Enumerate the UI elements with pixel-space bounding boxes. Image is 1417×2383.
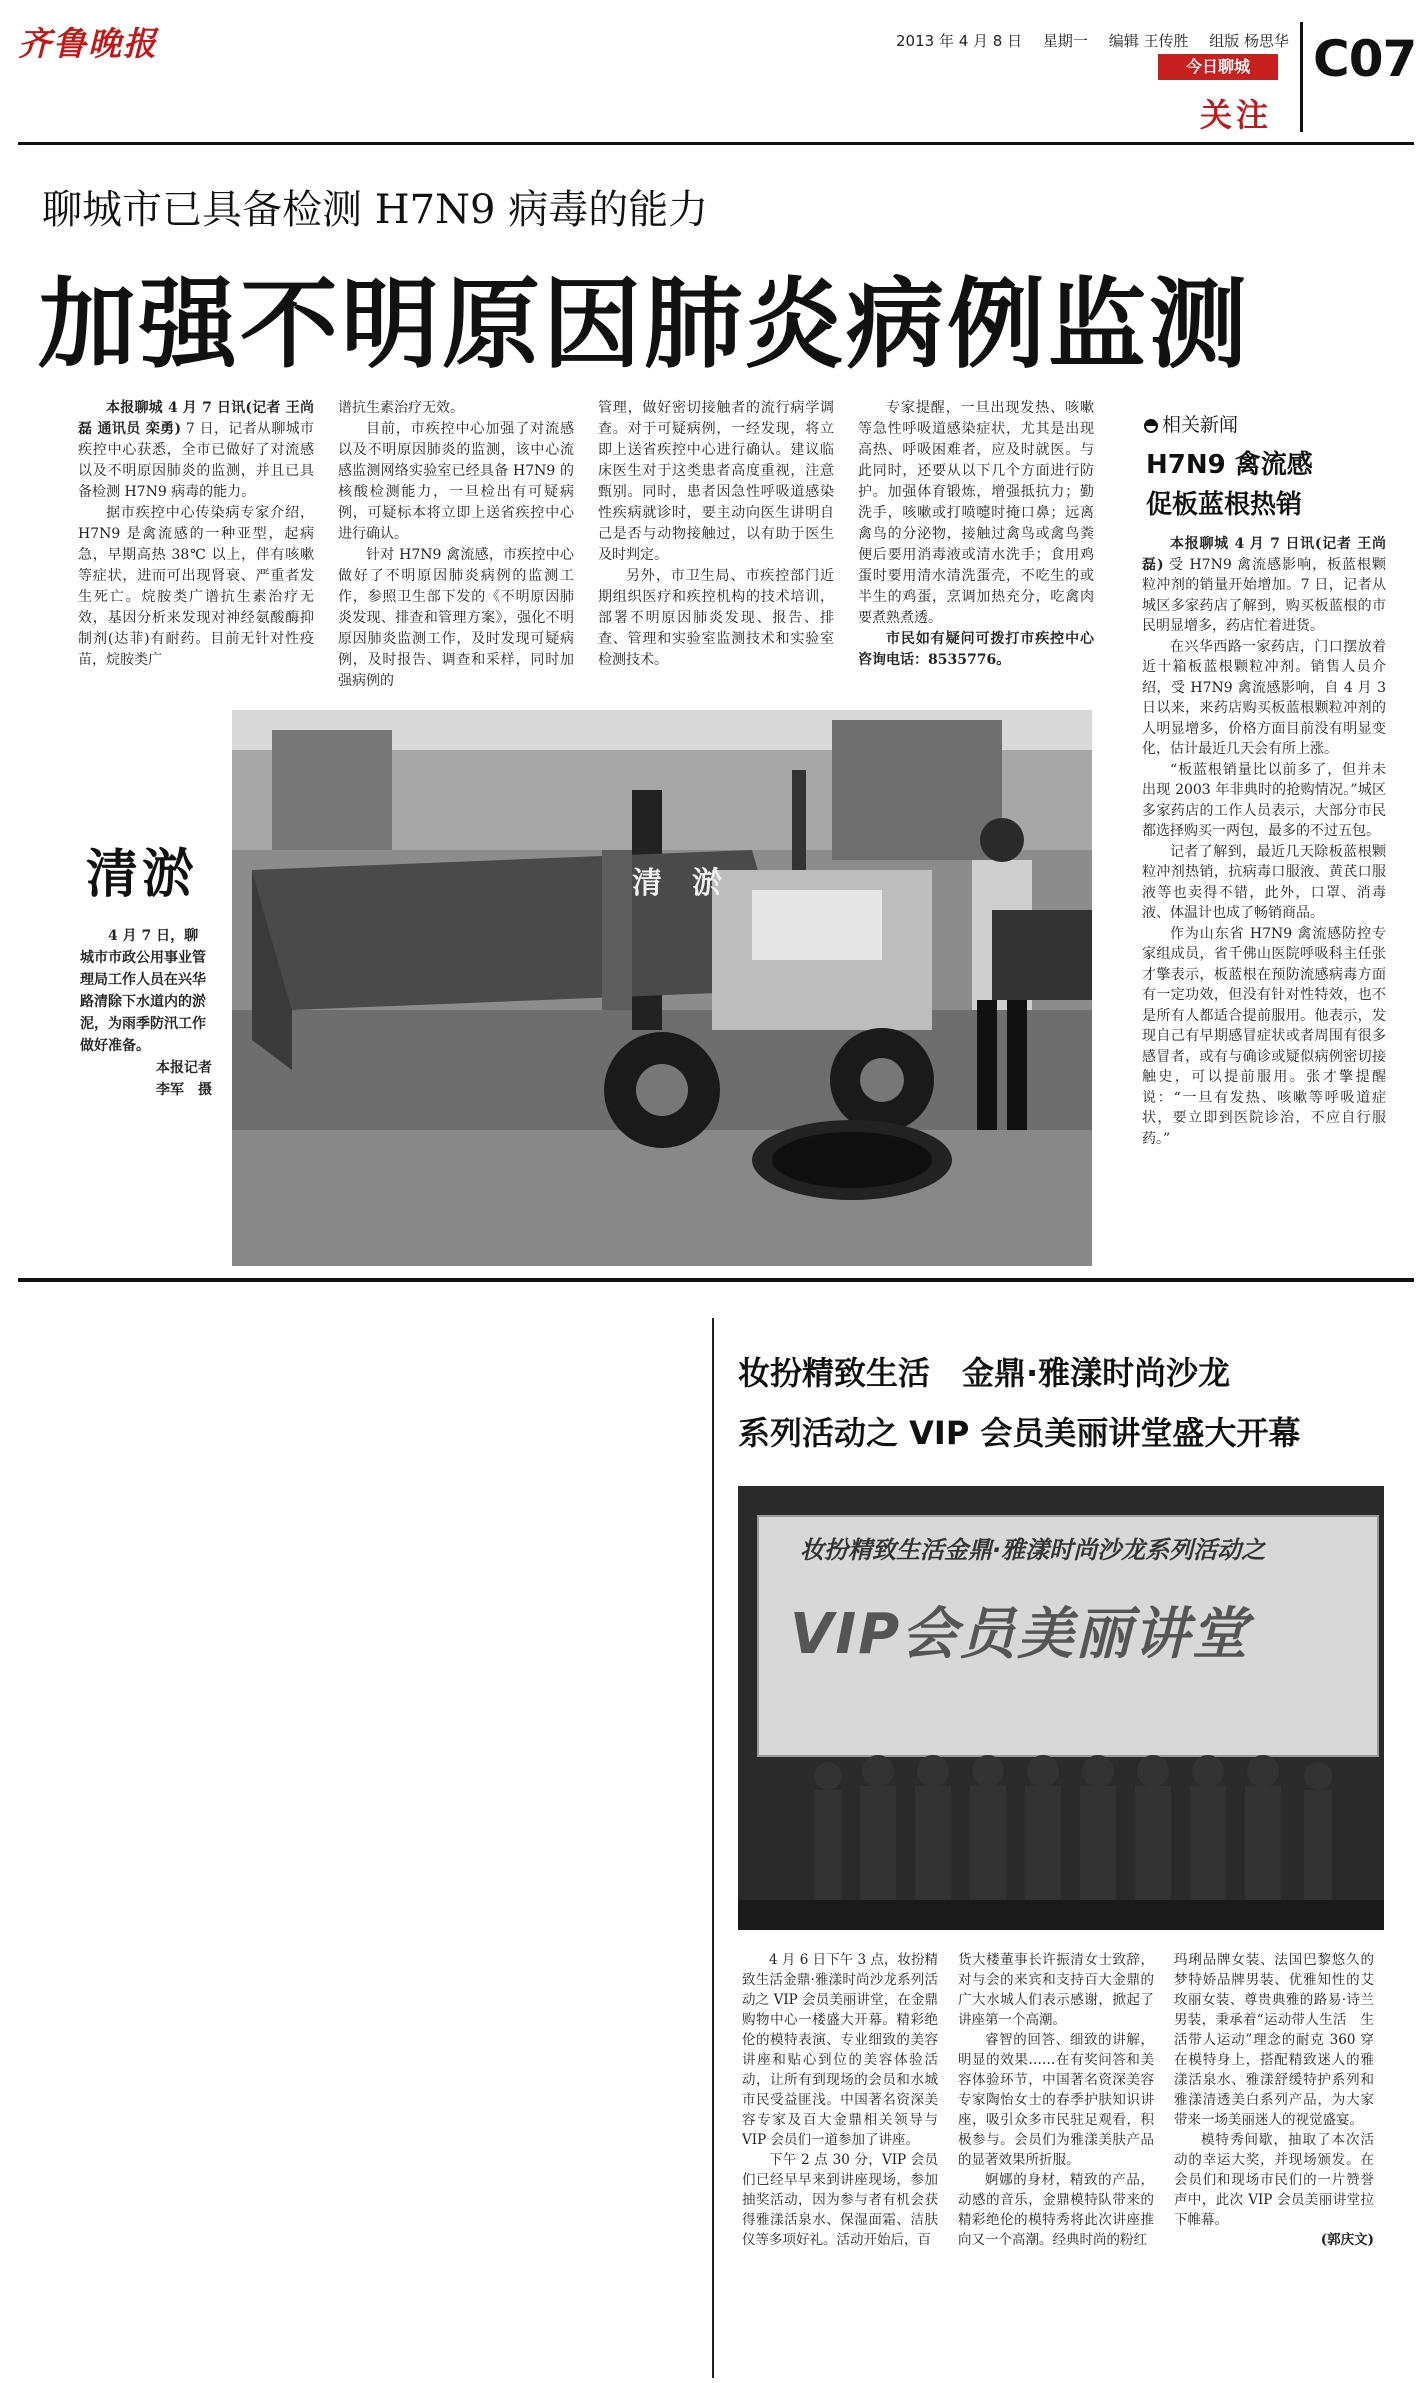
section-title: 关注: [1200, 96, 1273, 134]
story-hotline: 市民如有疑问可拨打市疾控中心咨询电话：8535776。: [858, 631, 1094, 668]
photo-title: 清淤: [86, 845, 199, 905]
story-paragraph: 谱抗生素治疗无效。: [338, 400, 464, 416]
truck-painted-text: 清淤: [632, 866, 752, 901]
sidebar-title-line-1: H7N9 禽流感: [1146, 450, 1313, 480]
issue-info: [896, 30, 1305, 51]
bullet-icon: [1144, 419, 1158, 433]
sidebar-lead: 本报聊城 4 月 7 日讯(记者 王尚磊): [1142, 536, 1386, 573]
story-paragraph: 针对 H7N9 禽流感，市疾控中心做好了不明原因肺炎病例的监测工作，参照卫生部下发的《不明原因肺炎发现、排查和管理方案》，强化不明原因肺炎监测工作，及时发现可疑病例，及时报告、调查和采样，同时加强病例的: [338, 547, 574, 689]
ad-paragraph: 4 月 6 日下午 3 点，妆扮精致生活金鼎·雅漾时尚沙龙系列活动之 VIP 会员美丽讲堂，在金鼎购物中心一楼盛大开幕。精彩绝伦的模特表演、专业细致的美容讲座和贴心到位的美容体验活动，让所有到现场的会员和水城市民受益匪浅。中国著名资深美容专家及百大金鼎相关领导与 VIP 会员们一道参加了讲座。: [742, 1952, 938, 2148]
sidebar-paragraph: 在兴华西路一家药店，门口摆放着近十箱板蓝根颗粒冲剂。销售人员介绍，受 H7N9 禽流感影响，自 4 月 3 日以来，来药店购买板蓝根颗粒冲剂的人明显增多，价格方面目前没有明显变化，估计最近几天会有所上涨。: [1142, 638, 1386, 757]
ad-signature: (郭庆文): [1320, 2232, 1374, 2248]
ad-title-line-2: 系列活动之 VIP 会员美丽讲堂盛大开幕: [738, 1414, 1301, 1452]
caption-text: 4 月 7 日，聊城市市政公用事业管理局工作人员在兴华路清除下水道内的淤泥，为雨季防汛工作做好准备。: [80, 928, 206, 1054]
ad-paragraph: 睿智的回答、细致的讲解，明显的效果……在有奖问答和美容体验环节，中国著名资深美容专家陶怡女士的春季护肤知识讲座，吸引众多市民驻足观看，积极参与。会员们为雅漾美肤产品的显著效果所折服。: [958, 2032, 1154, 2168]
issue-weekday: 星期一: [1042, 32, 1088, 50]
ad-column-3: [1174, 1950, 1374, 2250]
section-badge: 今日聊城: [1158, 54, 1278, 80]
story-paragraph: 目前，市疾控中心加强了对流感以及不明原因肺炎的监测，该中心流感监测网络实验室已经具备 H7N9 的核酸检测能力，一旦检出有可疑病例，可疑标本将立即上送省疾控中心进行确认。: [338, 421, 574, 542]
related-news-label: 相关新闻: [1162, 414, 1239, 436]
story-lead: 本报聊城 4 月 7 日讯(记者 王尚磊 通讯员 栾勇): [78, 400, 314, 437]
story-paragraph: 7 日，记者从聊城市疾控中心获悉，全市已做好了对流感以及不明原因肺炎的监测，并且已具备检测 H7N9 病毒的能力。: [78, 421, 314, 500]
sidebar-paragraph: 记者了解到，最近几天除板蓝根颗粒冲剂热销，抗病毒口服液、黄芪口服液等也卖得不错，此外，口罩、消毒液、体温计也成了畅销商品。: [1142, 843, 1386, 921]
banner-text: 妆扮精致生活金鼎·雅漾时尚沙龙系列活动之: [800, 1536, 1266, 1564]
photo-caption: [80, 925, 212, 1101]
ad-paragraph: 货大楼董事长许振清女士致辞，对与会的来宾和支持百大金鼎的广大水城人们表示感谢，掀起了讲座第一个高潮。: [958, 1952, 1154, 2028]
ad-column-2: [958, 1950, 1154, 2250]
story-paragraph: 管理，做好密切接触者的流行病学调查。对于可疑病例，一经发现，将立即上送省疾控中心进行确认。建议临床医生对于这类患者高度重视，注意甄别。同时，患者因急性呼吸道感染性疾病就诊时，要主动向医生讲明自己是否与动物接触过，以有助于医生及时判定。: [598, 400, 834, 563]
dredging-truck-photo: [232, 710, 1092, 1266]
caption-credit: 本报记者: [156, 1060, 212, 1076]
ad-paragraph: 玛琍品牌女装、法国巴黎悠久的梦特娇品牌男装、优雅知性的艾玫丽女装、尊贵典雅的路易·诗兰男装，秉承着“运动带人生活 生活带人运动”理念的耐克 360 穿在模特身上，搭配精致迷人的雅漾活泉水、雅漾舒缓特护系列和雅漾清透美白系列产品，为大家带来一场美丽迷人的视觉盛宴。: [1174, 1952, 1374, 2128]
related-news-tag: [1144, 410, 1238, 437]
newspaper-logo: 齐鲁晚报: [18, 24, 158, 63]
masthead-divider: [1300, 22, 1303, 132]
sidebar-paragraph: 受 H7N9 禽流感影响，板蓝根颗粒冲剂的销量开始增加。7 日，记者从城区多家药店了解到，购买板蓝根的市民明显增多，药店忙着进货。: [1142, 556, 1386, 634]
ad-title-line-1: 妆扮精致生活 金鼎·雅漾时尚沙龙: [738, 1354, 1231, 1392]
ad-column-1: [742, 1950, 938, 2250]
story-headline: 加强不明原因肺炎病例监测: [38, 268, 1251, 382]
page-number: C07: [1313, 30, 1417, 88]
ad-paragraph: 模特秀间歇，抽取了本次活动的幸运大奖，并现场颁发。在会员们和现场市民们的一片赞誉声中，此次 VIP 会员美丽讲堂拉下帷幕。: [1174, 2132, 1374, 2228]
ad-paragraph: 婀娜的身材，精致的产品，动感的音乐，金鼎模特队带来的精彩绝伦的模特秀将此次讲座推向又一个高潮。经典时尚的粉红: [958, 2172, 1154, 2248]
caption-photographer: 李军 摄: [156, 1082, 212, 1098]
story-subhead: 聊城市已具备检测 H7N9 病毒的能力: [42, 187, 709, 233]
editor-credit: 编辑 王传胜: [1108, 32, 1189, 50]
story-column-3: [598, 398, 834, 671]
sidebar-paragraph: 作为山东省 H7N9 禽流感防控专家组成员，省千佛山医院呼吸科主任张才擎表示，板蓝根在预防流感病毒方面有一定功效，但没有针对性特效，也不是所有人都适合提前服用。他表示，发现自己有早期感冒症状或者周围有很多感冒者，或有与确诊或疑似病例密切接触史，可以提前服用。张才擎提醒说：“一旦有发热、咳嗽等呼吸道症状，要立即到医院诊治，不应自行服药。”: [1142, 925, 1386, 1147]
layout-credit: 组版 杨思华: [1209, 32, 1290, 50]
ad-paragraph: 下午 2 点 30 分，VIP 会员们已经早早来到讲座现场，参加抽奖活动，因为参与者有机会获得雅漾活泉水、保湿面霜、洁肤仪等多项好礼。活动开始后，百: [742, 2152, 938, 2248]
issue-date: 2013 年 4 月 8 日: [896, 32, 1023, 50]
sidebar-title-line-2: 促板蓝根热销: [1146, 490, 1303, 520]
ad-divider: [712, 1318, 714, 2378]
sidebar-body: [1142, 534, 1386, 1149]
story-paragraph: 另外，市卫生局、市疾控部门近期组织医疗和疾控机构的技术培训，部署不明原因肺炎发现、报告、排查、管理和实验室监测技术和实验室检测技术。: [598, 568, 834, 668]
banner-big-text: VIP会员美丽讲堂: [790, 1602, 1250, 1667]
story-column-2: [338, 398, 574, 692]
sidebar-paragraph: “板蓝根销量比以前多了，但并未出现 2003 年非典时的抢购情况。”城区多家药店的工作人员表示，大部分市民都选择购买一两包，最多的不过五包。: [1142, 761, 1386, 839]
story-column-4: [858, 398, 1094, 671]
story-paragraph: 专家提醒，一旦出现发热、咳嗽等急性呼吸道感染症状，尤其是出现高热、呼吸困难者，应及时就医。与此同时，还要从以下几个方面进行防护。加强体育锻炼，增强抵抗力；勤洗手，咳嗽或打喷嚏时掩口鼻；远离禽鸟的分泌物，接触过禽鸟或禽鸟粪便后要用消毒液或清水洗手；食用鸡蛋时要用清水清洗蛋壳，不吃生的或半生的鸡蛋，烹调加热充分，吃禽肉要煮熟煮透。: [858, 400, 1094, 626]
story-paragraph: 据市疾控中心传染病专家介绍，H7N9 是禽流感的一种亚型，起病急，早期高热 38℃ 以上，伴有咳嗽等症状，进而可出现肾衰、严重者发生死亡。烷胺类广谱抗生素治疗无效，基因分析来发现对神经氨酸酶抑制剂(达菲)有耐药。目前无针对性疫苗，烷胺类广: [78, 505, 314, 668]
story-column-1: [78, 398, 314, 671]
